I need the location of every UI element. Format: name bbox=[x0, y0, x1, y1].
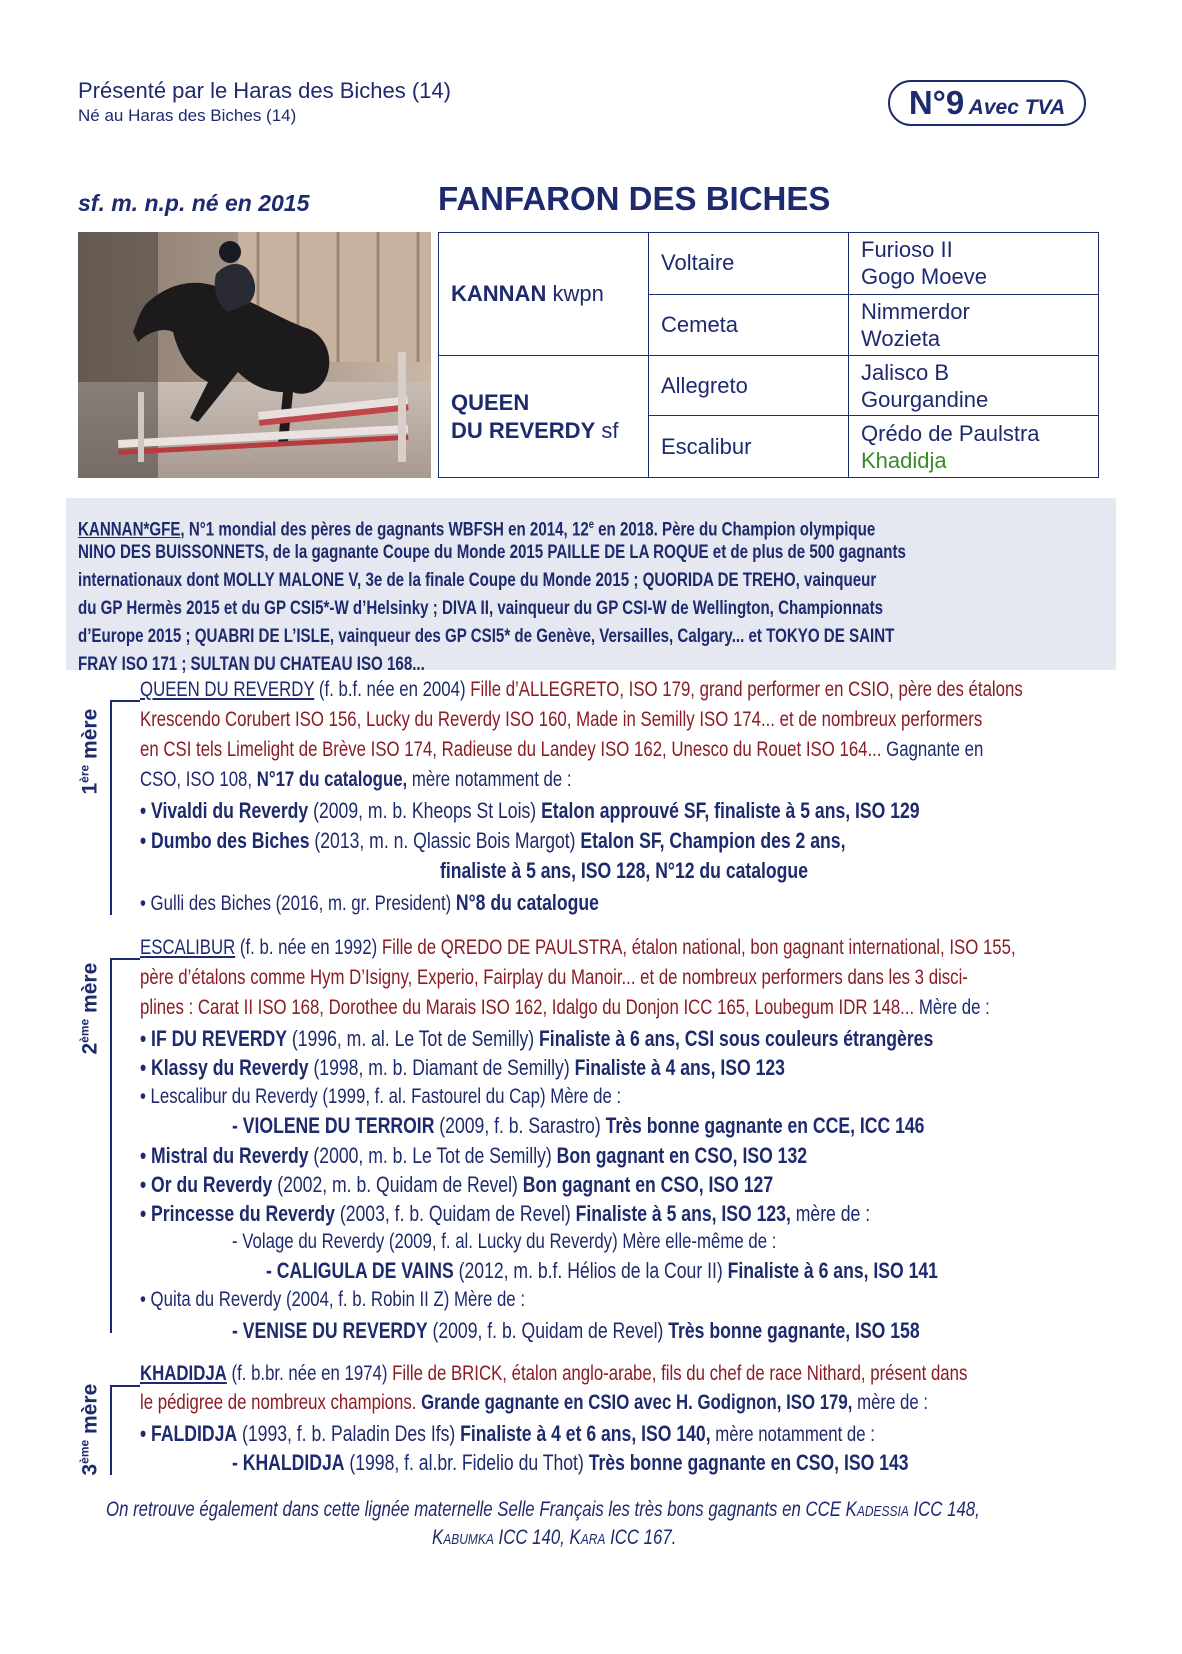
lot-number: N°9 bbox=[908, 84, 965, 121]
horse-description: sf. m. n.p. né en 2015 bbox=[78, 190, 310, 216]
second-dam-progeny-6: • Princesse du Reverdy (2003, f. b. Quidam de Revel) Finaliste à 5 ans, ISO 123, mère de : bbox=[140, 1201, 871, 1226]
sire-cell bbox=[439, 233, 649, 356]
second-dam-progeny-2: • Klassy du Reverdy (1998, m. b. Diamant de Semilly) Finaliste à 4 ans, ISO 123 bbox=[140, 1055, 785, 1080]
horse-jumping-photo bbox=[78, 232, 431, 478]
sdd: Wozieta bbox=[861, 325, 941, 351]
second-dam-tick bbox=[110, 958, 140, 960]
third-dam-line-1: KHADIDJA (f. b.br. née en 1974) Fille de BRICK, étalon anglo-arabe, fils du chef de race Nithard, présent dans bbox=[140, 1362, 968, 1385]
second-dam-line-1: ESCALIBUR (f. b. née en 1992) Fille de QREDO DE PAULSTRA, étalon national, bon gagnant international, ISO 155, bbox=[140, 936, 1016, 959]
sire-line-6: FRAY ISO 171 ; SULTAN DU CHATEAU ISO 168... bbox=[78, 653, 425, 675]
sd-parents-cell bbox=[849, 294, 1099, 356]
second-dam-progeny-3a: - VIOLENE DU TERROIR (2009, f. b. Sarastro) Très bonne gagnante en CCE, ICC 146 bbox=[232, 1113, 925, 1138]
third-dam-progeny-1: • FALDIDJA (1993, f. b. Paladin Des Ifs) Finaliste à 4 et 6 ans, ISO 140, mère notamment de : bbox=[140, 1421, 875, 1446]
presented-by: Présenté par le Haras des Biches (14) bbox=[78, 78, 451, 103]
sire-sire: Voltaire bbox=[661, 250, 735, 276]
third-dam-bar bbox=[110, 1385, 112, 1475]
first-dam-tick bbox=[110, 700, 140, 702]
sire-name: KANNAN bbox=[451, 281, 547, 306]
sire-line-2: NINO DES BUISSONNETS, de la gagnante Coupe du Monde 2015 PAILLE DE LA ROQUE et de plus de 500 gagnants bbox=[78, 541, 906, 563]
sire-dam: Cemeta bbox=[661, 311, 739, 337]
second-dam-label: 2ème mère bbox=[77, 962, 102, 1055]
dam-dam: Escalibur bbox=[661, 433, 752, 459]
lot-badge bbox=[888, 80, 1086, 126]
dam-cell bbox=[439, 356, 649, 478]
second-dam-progeny-6b: - CALIGULA DE VAINS (2012, m. b.f. Hélios de la Cour II) Finaliste à 6 ans, ISO 141 bbox=[266, 1258, 938, 1283]
second-dam-progeny-6a: - Volage du Reverdy (2009, f. al. Lucky du Reverdy) Mère elle-même de : bbox=[232, 1230, 777, 1253]
sire-line-1: KANNAN*GFE, N°1 mondial des pères de gagnants WBFSH en 2014, 12e en 2018. Père du Champion olympique bbox=[78, 517, 876, 541]
sss: Furioso II bbox=[861, 237, 953, 263]
third-dam-line-2: le pédigree de nombreux champions. Grande gagnante en CSIO avec H. Godignon, ISO 179, mère de : bbox=[140, 1391, 929, 1414]
first-dam-progeny-3: • Gulli des Biches (2016, m. gr. President) N°8 du catalogue bbox=[140, 890, 599, 915]
horse-name: FANFARON DES BICHES bbox=[438, 180, 831, 217]
sire-line-4: du GP Hermès 2015 et du GP CSI5*-W d’Helsinky ; DIVA II, vainqueur du GP CSI-W de Wellington, Championnats bbox=[78, 597, 884, 619]
first-dam-line-4: CSO, ISO 108, N°17 du catalogue, mère notamment de : bbox=[140, 768, 572, 791]
dd-cell bbox=[649, 416, 849, 478]
dsd: Gourgandine bbox=[861, 386, 989, 412]
sds: Nimmerdor bbox=[861, 298, 970, 324]
second-dam-progeny-5: • Or du Reverdy (2002, m. b. Quidam de Revel) Bon gagnant en CSO, ISO 127 bbox=[140, 1172, 774, 1197]
first-dam-line-3: en CSI tels Limelight de Brève ISO 174, Radieuse du Landey ISO 162, Unesco du Rouet ISO 164... Gagnante en bbox=[140, 738, 984, 761]
footer-line-2: Kabumka ICC 140, Kara ICC 167. bbox=[432, 1526, 677, 1549]
second-dam-progeny-1: • IF DU REVERDY (1996, m. al. Le Tot de Semilly) Finaliste à 6 ans, CSI sous couleurs étrangères bbox=[140, 1026, 934, 1051]
sire-breed: kwpn bbox=[552, 281, 604, 306]
third-dam-progeny-1a: - KHALDIDJA (1998, f. al.br. Fidelio du Thot) Très bonne gagnante en CSO, ISO 143 bbox=[232, 1450, 909, 1475]
second-dam-line-3: plines : Carat II ISO 168, Dorothee du Marais ISO 162, Idalgo du Donjon ICC 165, Loubegum IDR 148... Mère de : bbox=[140, 996, 990, 1019]
horse-photo bbox=[78, 232, 431, 478]
third-dam-tick bbox=[110, 1385, 140, 1387]
ddd: Khadidja bbox=[861, 447, 947, 473]
ss-cell bbox=[649, 233, 849, 295]
dss: Jalisco B bbox=[861, 359, 950, 385]
sire-line-5: d’Europe 2015 ; QUABRI DE L’ISLE, vainqueur des GP CSI5* de Genève, Versailles, Calgary... et TOKYO DE SAINT bbox=[78, 625, 895, 647]
second-dam-progeny-3: • Lescalibur du Reverdy (1999, f. al. Fastourel du Cap) Mère de : bbox=[140, 1085, 622, 1108]
first-dam-progeny-1: • Vivaldi du Reverdy (2009, m. b. Kheops St Lois) Etalon approuvé SF, finaliste à 5 ans, ISO 129 bbox=[140, 798, 920, 823]
footer-line-1: On retrouve également dans cette lignée maternelle Selle Français les très bons gagnants en CCE Kadessia ICC 148, bbox=[106, 1498, 980, 1521]
ds-parents-cell bbox=[849, 356, 1099, 416]
pedigree-table bbox=[438, 232, 1099, 478]
dds: Qrédo de Paulstra bbox=[861, 420, 1040, 446]
dd-parents-cell bbox=[849, 416, 1099, 478]
dam-sire: Allegreto bbox=[661, 372, 748, 398]
ds-cell bbox=[649, 356, 849, 416]
born-at: Né au Haras des Biches (14) bbox=[78, 106, 297, 125]
dam-name-line2: DU REVERDY bbox=[451, 417, 596, 443]
ssd: Gogo Moeve bbox=[861, 264, 987, 290]
lot-vat: Avec TVA bbox=[968, 96, 1066, 119]
first-dam-line-2: Krescendo Corubert ISO 156, Lucky du Reverdy ISO 160, Made in Semilly ISO 174... et de nombreux performers bbox=[140, 708, 983, 731]
second-dam-bar bbox=[110, 958, 112, 1333]
first-dam-line-1: QUEEN DU REVERDY (f. b.f. née en 2004) Fille d’ALLEGRETO, ISO 179, grand performer en CSIO, père des étalons bbox=[140, 678, 1023, 701]
second-dam-progeny-4: • Mistral du Reverdy (2000, m. b. Le Tot de Semilly) Bon gagnant en CSO, ISO 132 bbox=[140, 1143, 808, 1168]
first-dam-label: 1ère mère bbox=[77, 708, 102, 795]
ss-parents-cell bbox=[849, 233, 1099, 295]
first-dam-progeny-2: • Dumbo des Biches (2013, m. n. Qlassic Bois Margot) Etalon SF, Champion des 2 ans, bbox=[140, 828, 846, 853]
dam-name-line1: QUEEN bbox=[451, 389, 530, 415]
second-dam-progeny-7: • Quita du Reverdy (2004, f. b. Robin II Z) Mère de : bbox=[140, 1288, 525, 1311]
sire-line-3: internationaux dont MOLLY MALONE V, 3e de la finale Coupe du Monde 2015 ; QUORIDA DE TREHO, vainqueur bbox=[78, 569, 877, 591]
sd-cell bbox=[649, 294, 849, 356]
first-dam-bar bbox=[110, 700, 112, 915]
third-dam-label: 3ème mère bbox=[77, 1383, 102, 1476]
first-dam-progeny-2b: finaliste à 5 ans, ISO 128, N°12 du catalogue bbox=[440, 858, 808, 883]
second-dam-progeny-7a: - VENISE DU REVERDY (2009, f. b. Quidam de Revel) Très bonne gagnante, ISO 158 bbox=[232, 1318, 920, 1343]
dam-breed: sf bbox=[601, 417, 619, 443]
second-dam-line-2: père d’étalons comme Hym D’Isigny, Experio, Fairplay du Manoir... et de nombreux performers dans les 3 disci- bbox=[140, 966, 968, 989]
